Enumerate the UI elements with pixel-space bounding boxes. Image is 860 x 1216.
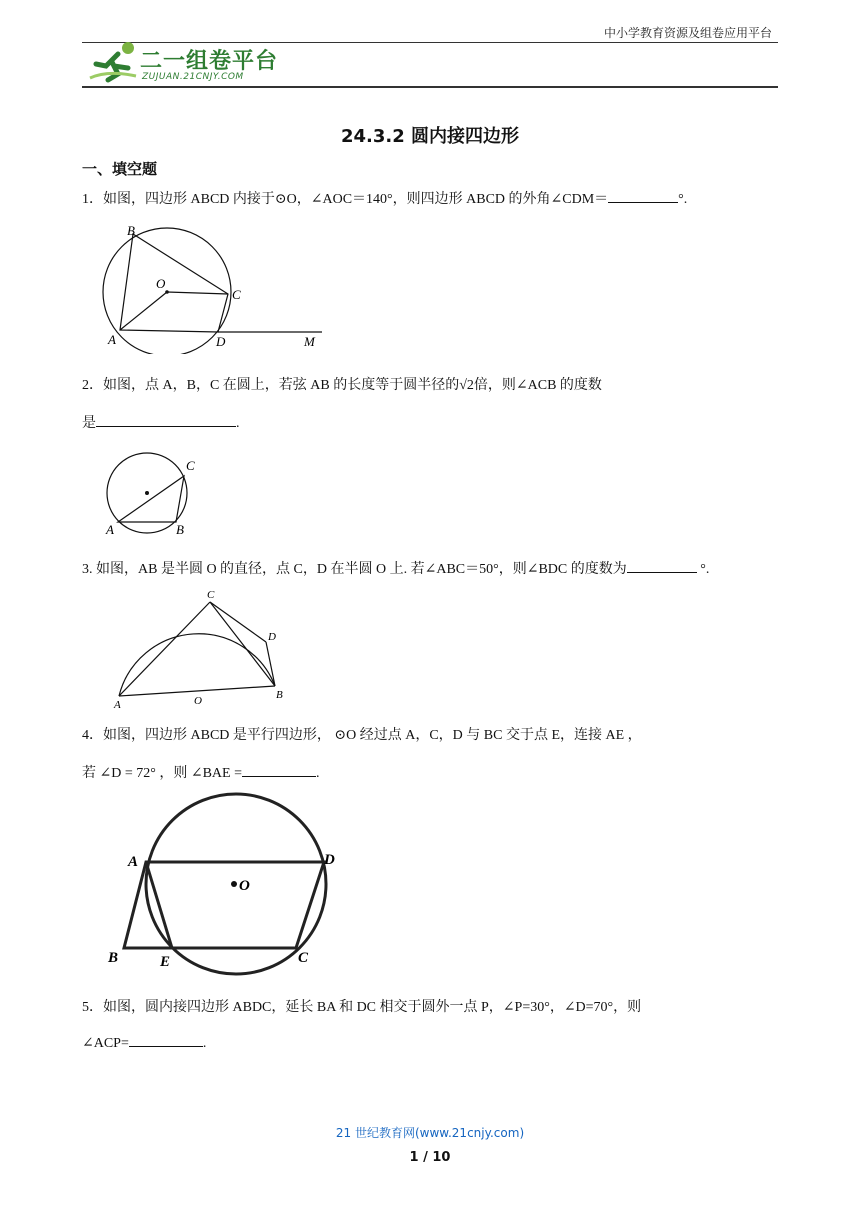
figure-4	[100, 792, 350, 978]
question-2-line1: 2．如图，点 A，B，C 在圆上，若弦 AB 的长度等于圆半径的√2倍，则∠ACB 的度数	[82, 378, 602, 393]
fig4-label-o: O	[239, 878, 250, 894]
fig1-label-c: C	[232, 287, 241, 302]
fig3-label-a: A	[114, 699, 121, 711]
fig1-label-b: B	[127, 223, 135, 238]
figure-1	[96, 220, 336, 354]
fig1-label-o: O	[156, 276, 166, 291]
fig4-label-d: D	[324, 852, 335, 868]
answer-blank-2	[96, 412, 236, 427]
page-title: 24.3.2 圆内接四边形	[340, 126, 520, 147]
logo-text: 二一组卷平台	[140, 49, 279, 74]
fig2-label-a: A	[106, 522, 114, 537]
question-5-line2: ∠ACP= .	[82, 1032, 206, 1054]
logo-runner-icon	[88, 40, 140, 84]
section-heading: 一、填空题	[82, 160, 158, 178]
question-2-line2: 是 .	[82, 412, 240, 434]
fig4-label-e: E	[160, 954, 171, 970]
fig1-label-m: M	[304, 334, 315, 349]
fig4-label-c: C	[298, 950, 309, 966]
header-rule-bottom	[82, 86, 778, 88]
fig4-label-b: B	[108, 950, 119, 966]
fig3-label-o: O	[194, 695, 202, 707]
fig3-label-c: C	[207, 589, 215, 601]
fig3-label-b: B	[276, 689, 283, 701]
fig1-label-a: A	[108, 332, 116, 347]
fig3-label-d: D	[268, 631, 276, 643]
header-rule-top	[82, 42, 778, 43]
answer-blank-3	[627, 558, 697, 573]
figure-3	[108, 588, 298, 712]
answer-blank-4	[242, 762, 316, 777]
fig4-label-a: A	[128, 854, 139, 870]
fig1-label-d: D	[216, 334, 226, 349]
fig2-label-c: C	[186, 458, 195, 473]
answer-blank-5	[129, 1032, 203, 1047]
question-4-line1: 4．如图，四边形 ABCD 是平行四边形， ⊙O 经过点 A，C，D 与 BC 交于点 E，连接 AE ，	[82, 728, 642, 743]
figure-2	[100, 450, 210, 540]
platform-name: 中小学教育资源及组卷应用平台	[603, 26, 772, 40]
fig2-label-b: B	[176, 522, 184, 537]
logo-sub: ZUJUAN.21CNJY.COM	[142, 72, 244, 82]
question-5-line1: 5．如图，圆内接四边形 ABDC，延长 BA 和 DC 相交于圆外一点 P，∠P=30°，∠D=70°，则	[82, 1000, 642, 1015]
answer-blank-1	[608, 188, 678, 203]
footer-link[interactable]: 21 世纪教育网(www.21cnjy.com)	[335, 1126, 525, 1140]
question-3-text: 3. 如图，AB 是半圆 O 的直径，点 C，D 在半圆 O 上. 若∠ABC＝50°，则∠BDC 的度数为 °.	[82, 558, 709, 580]
question-4-line2: 若 ∠D = 72° ，则 ∠BAE = .	[82, 762, 319, 784]
page-number: 1 / 10	[409, 1150, 451, 1165]
question-1-text: 1．如图，四边形 ABCD 内接于⊙O，∠AOC＝140°，则四边形 ABCD 的外角∠CDM＝ °.	[82, 188, 687, 210]
